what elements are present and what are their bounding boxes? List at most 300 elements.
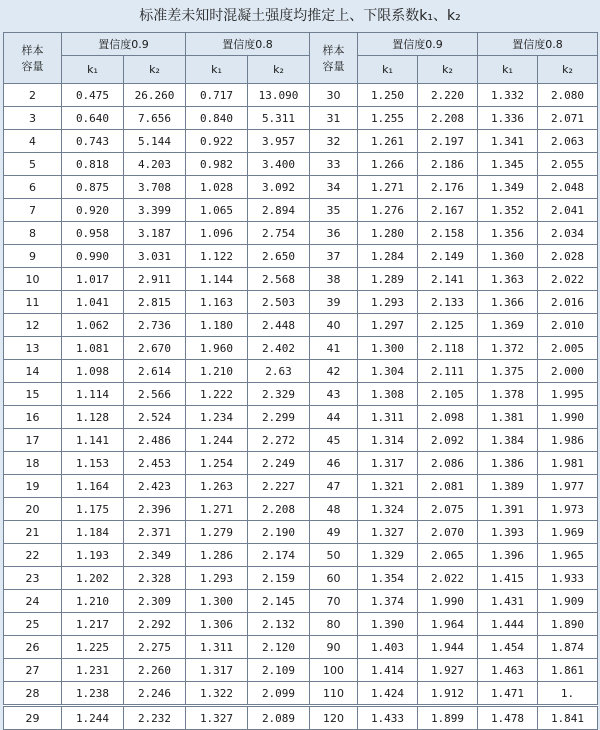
k2-conf-09-cell: 2.167 (418, 199, 478, 222)
k1-conf-08-cell: 1.960 (186, 337, 248, 360)
sample-size-cell: 32 (310, 130, 358, 153)
k1-conf-09-cell: 1.041 (62, 291, 124, 314)
k2-conf-09-cell: 2.098 (418, 406, 478, 429)
coefficient-table (3, 32, 598, 730)
k2-conf-08-cell: 2.022 (538, 268, 598, 291)
k1-conf-08-cell: 1.263 (186, 475, 248, 498)
confidence-08-header-right: 置信度0.8 (478, 33, 598, 56)
k1-conf-08-cell: 1.381 (478, 406, 538, 429)
header-row-2 (4, 56, 598, 84)
sample-size-cell: 33 (310, 153, 358, 176)
table-row (4, 84, 598, 107)
k2-conf-09-cell: 2.133 (418, 291, 478, 314)
k2-conf-09-cell: 2.371 (124, 521, 186, 544)
k2-conf-09-cell: 1.944 (418, 636, 478, 659)
k2-conf-09-cell: 2.125 (418, 314, 478, 337)
table-row (4, 429, 598, 452)
sample-size-cell: 40 (310, 314, 358, 337)
k1-conf-09-cell: 1.141 (62, 429, 124, 452)
k2-conf-09-cell: 2.453 (124, 452, 186, 475)
k2-conf-08-cell: 2.754 (248, 222, 310, 245)
k2-conf-09-cell: 2.070 (418, 521, 478, 544)
k1-conf-09-cell: 1.276 (358, 199, 418, 222)
k1-conf-09-cell: 0.990 (62, 245, 124, 268)
k2-conf-08-cell: 1.933 (538, 567, 598, 590)
k2-conf-09-cell: 2.309 (124, 590, 186, 613)
k2-conf-09-cell: 2.111 (418, 360, 478, 383)
k2-conf-09-cell: 1.927 (418, 659, 478, 682)
table-row (4, 406, 598, 429)
k1-conf-09-cell: 1.266 (358, 153, 418, 176)
k1-conf-09-cell: 1.164 (62, 475, 124, 498)
table-row (4, 475, 598, 498)
k2-conf-09-cell: 2.614 (124, 360, 186, 383)
sample-size-cell: 34 (310, 176, 358, 199)
sample-size-cell: 9 (4, 245, 62, 268)
k1-conf-09-cell: 1.414 (358, 659, 418, 682)
sample-size-cell: 12 (4, 314, 62, 337)
table-row (4, 107, 598, 130)
table-row (4, 245, 598, 268)
k2-conf-08-cell: 2.071 (538, 107, 598, 130)
k1-conf-09-cell: 1.390 (358, 613, 418, 636)
k1-conf-09-cell: 1.403 (358, 636, 418, 659)
k2-conf-08-cell: 1.890 (538, 613, 598, 636)
sample-size-cell: 46 (310, 452, 358, 475)
sample-size-cell: 13 (4, 337, 62, 360)
k2-conf-08-cell: 2.034 (538, 222, 598, 245)
k2-conf-09-cell: 2.158 (418, 222, 478, 245)
k2-conf-09-cell: 1.899 (418, 706, 478, 730)
k2-conf-09-cell: 2.176 (418, 176, 478, 199)
sample-size-cell: 4 (4, 130, 62, 153)
k2-conf-09-cell: 2.086 (418, 452, 478, 475)
k2-conf-08-cell: 2.028 (538, 245, 598, 268)
k2-conf-08-cell: 2.208 (248, 498, 310, 521)
sample-size-cell: 36 (310, 222, 358, 245)
k1-conf-09-cell: 1.327 (358, 521, 418, 544)
k1-conf-09-cell: 1.354 (358, 567, 418, 590)
k1-conf-09-cell: 1.261 (358, 130, 418, 153)
k1-conf-08-cell: 1.356 (478, 222, 538, 245)
sample-size-cell: 80 (310, 613, 358, 636)
confidence-09-header-left: 置信度0.9 (62, 33, 186, 56)
sample-size-header-right: 样本 容量 (310, 33, 358, 84)
k2-conf-08-cell: 2.227 (248, 475, 310, 498)
k1-conf-08-cell: 1.163 (186, 291, 248, 314)
table-row (4, 544, 598, 567)
k2-header: k₂ (124, 56, 186, 84)
sample-size-cell: 48 (310, 498, 358, 521)
k2-conf-08-cell: 2.894 (248, 199, 310, 222)
k2-conf-08-cell: 2.272 (248, 429, 310, 452)
k1-conf-08-cell: 1.271 (186, 498, 248, 521)
table-row (4, 498, 598, 521)
k1-conf-08-cell: 1.293 (186, 567, 248, 590)
k2-conf-09-cell: 2.396 (124, 498, 186, 521)
table-row (4, 383, 598, 406)
k2-conf-09-cell: 2.081 (418, 475, 478, 498)
k1-header: k₁ (186, 56, 248, 84)
k1-conf-09-cell: 0.475 (62, 84, 124, 107)
k1-conf-08-cell: 1.300 (186, 590, 248, 613)
k2-conf-08-cell: 1.986 (538, 429, 598, 452)
k2-conf-08-cell: 2.650 (248, 245, 310, 268)
k1-conf-09-cell: 1.284 (358, 245, 418, 268)
k1-conf-09-cell: 1.329 (358, 544, 418, 567)
k1-conf-08-cell: 1.210 (186, 360, 248, 383)
k2-conf-09-cell: 2.118 (418, 337, 478, 360)
k1-conf-09-cell: 1.062 (62, 314, 124, 337)
k1-conf-08-cell: 1.389 (478, 475, 538, 498)
k2-conf-09-cell: 3.187 (124, 222, 186, 245)
k2-conf-08-cell: 2.190 (248, 521, 310, 544)
k1-conf-09-cell: 0.640 (62, 107, 124, 130)
sample-size-cell: 100 (310, 659, 358, 682)
sample-size-cell: 6 (4, 176, 62, 199)
k2-conf-08-cell: 3.092 (248, 176, 310, 199)
k1-conf-09-cell: 1.210 (62, 590, 124, 613)
table-row (4, 360, 598, 383)
k2-conf-09-cell: 2.220 (418, 84, 478, 107)
k1-conf-09-cell: 1.424 (358, 682, 418, 706)
k2-conf-08-cell: 2.109 (248, 659, 310, 682)
k2-conf-09-cell: 2.141 (418, 268, 478, 291)
k2-conf-09-cell: 2.149 (418, 245, 478, 268)
k1-conf-08-cell: 1.322 (186, 682, 248, 706)
k1-conf-09-cell: 1.098 (62, 360, 124, 383)
k2-conf-09-cell: 7.656 (124, 107, 186, 130)
sample-size-cell: 28 (4, 682, 62, 706)
sample-size-cell: 10 (4, 268, 62, 291)
k2-conf-09-cell: 2.022 (418, 567, 478, 590)
k1-conf-09-cell: 1.297 (358, 314, 418, 337)
k1-conf-08-cell: 1.363 (478, 268, 538, 291)
k2-conf-08-cell: 1.981 (538, 452, 598, 475)
k1-conf-08-cell: 1.234 (186, 406, 248, 429)
k2-conf-08-cell: 2.174 (248, 544, 310, 567)
k2-conf-09-cell: 2.275 (124, 636, 186, 659)
k2-conf-09-cell: 2.186 (418, 153, 478, 176)
k1-conf-08-cell: 1.431 (478, 590, 538, 613)
sample-size-cell: 30 (310, 84, 358, 107)
sample-size-cell: 29 (4, 706, 62, 730)
k2-conf-08-cell: 1.969 (538, 521, 598, 544)
k1-conf-09-cell: 1.153 (62, 452, 124, 475)
k2-conf-09-cell: 2.208 (418, 107, 478, 130)
sample-size-cell: 19 (4, 475, 62, 498)
k2-conf-09-cell: 1.964 (418, 613, 478, 636)
k1-conf-09-cell: 1.114 (62, 383, 124, 406)
k1-conf-08-cell: 1.352 (478, 199, 538, 222)
k1-header: k₁ (62, 56, 124, 84)
table-row (4, 176, 598, 199)
table-row (4, 636, 598, 659)
k2-header: k₂ (418, 56, 478, 84)
k2-conf-09-cell: 2.260 (124, 659, 186, 682)
k2-conf-09-cell: 2.328 (124, 567, 186, 590)
sample-size-cell: 23 (4, 567, 62, 590)
sample-size-cell: 25 (4, 613, 62, 636)
k2-conf-08-cell: 2.016 (538, 291, 598, 314)
k1-conf-09-cell: 1.017 (62, 268, 124, 291)
k1-conf-08-cell: 1.311 (186, 636, 248, 659)
k2-conf-08-cell: 2.402 (248, 337, 310, 360)
k2-conf-09-cell: 2.486 (124, 429, 186, 452)
k1-conf-08-cell: 1.386 (478, 452, 538, 475)
k1-conf-08-cell: 1.393 (478, 521, 538, 544)
k1-header: k₁ (358, 56, 418, 84)
k1-conf-08-cell: 1.222 (186, 383, 248, 406)
sample-size-cell: 43 (310, 383, 358, 406)
k2-conf-08-cell: 2.041 (538, 199, 598, 222)
table-row (4, 521, 598, 544)
k1-conf-09-cell: 1.231 (62, 659, 124, 682)
k1-conf-09-cell: 1.217 (62, 613, 124, 636)
table-row (4, 130, 598, 153)
k2-conf-09-cell: 2.105 (418, 383, 478, 406)
k1-conf-09-cell: 1.250 (358, 84, 418, 107)
k1-conf-08-cell: 1.471 (478, 682, 538, 706)
k2-conf-09-cell: 2.232 (124, 706, 186, 730)
k1-conf-08-cell: 1.306 (186, 613, 248, 636)
k1-conf-08-cell: 1.478 (478, 706, 538, 730)
header-row-1 (4, 33, 598, 56)
k1-conf-08-cell: 1.369 (478, 314, 538, 337)
k1-conf-08-cell: 1.336 (478, 107, 538, 130)
k2-conf-09-cell: 3.031 (124, 245, 186, 268)
k2-conf-08-cell: 2.055 (538, 153, 598, 176)
k2-conf-08-cell: 1.861 (538, 659, 598, 682)
k2-conf-08-cell: 2.120 (248, 636, 310, 659)
k1-conf-09-cell: 1.128 (62, 406, 124, 429)
k1-conf-08-cell: 1.332 (478, 84, 538, 107)
k2-conf-09-cell: 4.203 (124, 153, 186, 176)
k1-conf-09-cell: 0.743 (62, 130, 124, 153)
sample-size-cell: 37 (310, 245, 358, 268)
k1-conf-08-cell: 1.444 (478, 613, 538, 636)
k1-conf-09-cell: 0.818 (62, 153, 124, 176)
k2-conf-08-cell: 2.159 (248, 567, 310, 590)
k1-conf-08-cell: 1.317 (186, 659, 248, 682)
sample-size-cell: 47 (310, 475, 358, 498)
sample-size-cell: 35 (310, 199, 358, 222)
k2-conf-09-cell: 2.566 (124, 383, 186, 406)
k1-conf-09-cell: 1.081 (62, 337, 124, 360)
k1-conf-09-cell: 1.304 (358, 360, 418, 383)
table-row (4, 590, 598, 613)
k2-conf-08-cell: 1.841 (538, 706, 598, 730)
sample-size-cell: 26 (4, 636, 62, 659)
k1-conf-09-cell: 1.244 (62, 706, 124, 730)
k2-conf-08-cell: 2.299 (248, 406, 310, 429)
k1-conf-08-cell: 1.065 (186, 199, 248, 222)
sample-size-cell: 22 (4, 544, 62, 567)
table-row (4, 314, 598, 337)
k1-conf-09-cell: 0.875 (62, 176, 124, 199)
k2-conf-08-cell: 2.010 (538, 314, 598, 337)
k2-conf-08-cell: 2.568 (248, 268, 310, 291)
table-row (4, 567, 598, 590)
k1-conf-09-cell: 1.184 (62, 521, 124, 544)
k1-conf-09-cell: 1.293 (358, 291, 418, 314)
k2-conf-09-cell: 2.670 (124, 337, 186, 360)
k1-conf-08-cell: 1.415 (478, 567, 538, 590)
k2-conf-08-cell: 2.000 (538, 360, 598, 383)
k1-conf-09-cell: 1.225 (62, 636, 124, 659)
confidence-09-header-right: 置信度0.9 (358, 33, 478, 56)
k2-conf-09-cell: 2.524 (124, 406, 186, 429)
sample-size-cell: 110 (310, 682, 358, 706)
sample-size-cell: 42 (310, 360, 358, 383)
table-row (4, 153, 598, 176)
sample-size-cell: 39 (310, 291, 358, 314)
table-row (4, 291, 598, 314)
sample-size-cell: 2 (4, 84, 62, 107)
sample-size-cell: 11 (4, 291, 62, 314)
k1-conf-08-cell: 1.144 (186, 268, 248, 291)
k2-conf-08-cell: 1.874 (538, 636, 598, 659)
k1-conf-09-cell: 1.321 (358, 475, 418, 498)
k2-conf-08-cell: 2.063 (538, 130, 598, 153)
sample-size-cell: 18 (4, 452, 62, 475)
k1-conf-08-cell: 1.396 (478, 544, 538, 567)
k1-conf-08-cell: 1.279 (186, 521, 248, 544)
k2-conf-08-cell: 5.311 (248, 107, 310, 130)
k2-conf-09-cell: 2.246 (124, 682, 186, 706)
k2-conf-09-cell: 2.065 (418, 544, 478, 567)
k2-conf-09-cell: 2.423 (124, 475, 186, 498)
k2-conf-08-cell: 2.249 (248, 452, 310, 475)
sample-size-cell: 7 (4, 199, 62, 222)
k2-conf-08-cell: 2.145 (248, 590, 310, 613)
k1-conf-08-cell: 1.244 (186, 429, 248, 452)
k2-conf-08-cell: 3.400 (248, 153, 310, 176)
sample-size-cell: 38 (310, 268, 358, 291)
k2-conf-08-cell: 1.965 (538, 544, 598, 567)
k2-conf-09-cell: 26.260 (124, 84, 186, 107)
sample-size-cell: 17 (4, 429, 62, 452)
sample-size-cell: 49 (310, 521, 358, 544)
sample-size-cell: 45 (310, 429, 358, 452)
k2-conf-08-cell: 1.990 (538, 406, 598, 429)
k2-conf-09-cell: 5.144 (124, 130, 186, 153)
confidence-08-header-left: 置信度0.8 (186, 33, 310, 56)
k2-conf-09-cell: 2.292 (124, 613, 186, 636)
k1-conf-09-cell: 1.317 (358, 452, 418, 475)
k1-conf-08-cell: 1.341 (478, 130, 538, 153)
table-row (4, 682, 598, 706)
k2-conf-08-cell: 1. (538, 682, 598, 706)
k1-conf-08-cell: 1.375 (478, 360, 538, 383)
k1-conf-09-cell: 1.238 (62, 682, 124, 706)
k1-conf-09-cell: 1.308 (358, 383, 418, 406)
k1-conf-09-cell: 1.202 (62, 567, 124, 590)
sample-size-cell: 41 (310, 337, 358, 360)
sample-size-cell: 50 (310, 544, 358, 567)
k1-conf-08-cell: 0.717 (186, 84, 248, 107)
k1-conf-08-cell: 1.360 (478, 245, 538, 268)
table-row (4, 199, 598, 222)
k2-conf-09-cell: 2.349 (124, 544, 186, 567)
table-row (4, 706, 598, 730)
k2-conf-09-cell: 2.075 (418, 498, 478, 521)
k2-conf-08-cell: 3.957 (248, 130, 310, 153)
k2-conf-08-cell: 1.995 (538, 383, 598, 406)
k1-conf-08-cell: 1.327 (186, 706, 248, 730)
sample-size-cell: 8 (4, 222, 62, 245)
k2-conf-08-cell: 2.080 (538, 84, 598, 107)
k1-conf-08-cell: 1.349 (478, 176, 538, 199)
k2-conf-08-cell: 1.909 (538, 590, 598, 613)
k1-conf-08-cell: 1.384 (478, 429, 538, 452)
table-row (4, 337, 598, 360)
sample-size-cell: 70 (310, 590, 358, 613)
k2-conf-08-cell: 2.005 (538, 337, 598, 360)
sample-size-cell: 16 (4, 406, 62, 429)
k1-conf-09-cell: 0.958 (62, 222, 124, 245)
k1-conf-08-cell: 1.028 (186, 176, 248, 199)
k2-conf-09-cell: 2.815 (124, 291, 186, 314)
k2-conf-08-cell: 1.973 (538, 498, 598, 521)
k2-conf-09-cell: 2.092 (418, 429, 478, 452)
k2-conf-09-cell: 3.708 (124, 176, 186, 199)
k1-conf-09-cell: 1.271 (358, 176, 418, 199)
sample-size-cell: 27 (4, 659, 62, 682)
k2-conf-08-cell: 2.329 (248, 383, 310, 406)
k2-conf-09-cell: 2.911 (124, 268, 186, 291)
k2-header: k₂ (248, 56, 310, 84)
k1-conf-08-cell: 1.391 (478, 498, 538, 521)
k1-conf-08-cell: 1.096 (186, 222, 248, 245)
k1-conf-08-cell: 1.286 (186, 544, 248, 567)
k1-conf-09-cell: 1.314 (358, 429, 418, 452)
k2-conf-09-cell: 1.912 (418, 682, 478, 706)
k1-conf-08-cell: 0.840 (186, 107, 248, 130)
k1-conf-08-cell: 0.922 (186, 130, 248, 153)
page-title: 标准差未知时混凝土强度均推定上、下限系数k₁、k₂ (139, 8, 461, 24)
table-row (4, 613, 598, 636)
k1-conf-08-cell: 0.982 (186, 153, 248, 176)
k1-conf-09-cell: 1.374 (358, 590, 418, 613)
k2-conf-09-cell: 2.197 (418, 130, 478, 153)
k1-conf-09-cell: 0.920 (62, 199, 124, 222)
k1-conf-09-cell: 1.300 (358, 337, 418, 360)
table-row (4, 659, 598, 682)
k2-conf-08-cell: 2.503 (248, 291, 310, 314)
sample-size-cell: 14 (4, 360, 62, 383)
table-row (4, 452, 598, 475)
sample-size-cell: 3 (4, 107, 62, 130)
k2-conf-08-cell: 13.090 (248, 84, 310, 107)
k1-conf-08-cell: 1.254 (186, 452, 248, 475)
sample-size-cell: 120 (310, 706, 358, 730)
k1-conf-08-cell: 1.366 (478, 291, 538, 314)
sample-size-cell: 90 (310, 636, 358, 659)
k1-conf-09-cell: 1.193 (62, 544, 124, 567)
k1-conf-09-cell: 1.433 (358, 706, 418, 730)
k1-conf-09-cell: 1.175 (62, 498, 124, 521)
sample-size-header-left: 样本 容量 (4, 33, 62, 84)
k2-conf-08-cell: 2.048 (538, 176, 598, 199)
sample-size-cell: 15 (4, 383, 62, 406)
table-row (4, 222, 598, 245)
k1-conf-09-cell: 1.289 (358, 268, 418, 291)
k1-conf-08-cell: 1.463 (478, 659, 538, 682)
sample-size-cell: 31 (310, 107, 358, 130)
k2-conf-08-cell: 2.099 (248, 682, 310, 706)
sample-size-cell: 20 (4, 498, 62, 521)
